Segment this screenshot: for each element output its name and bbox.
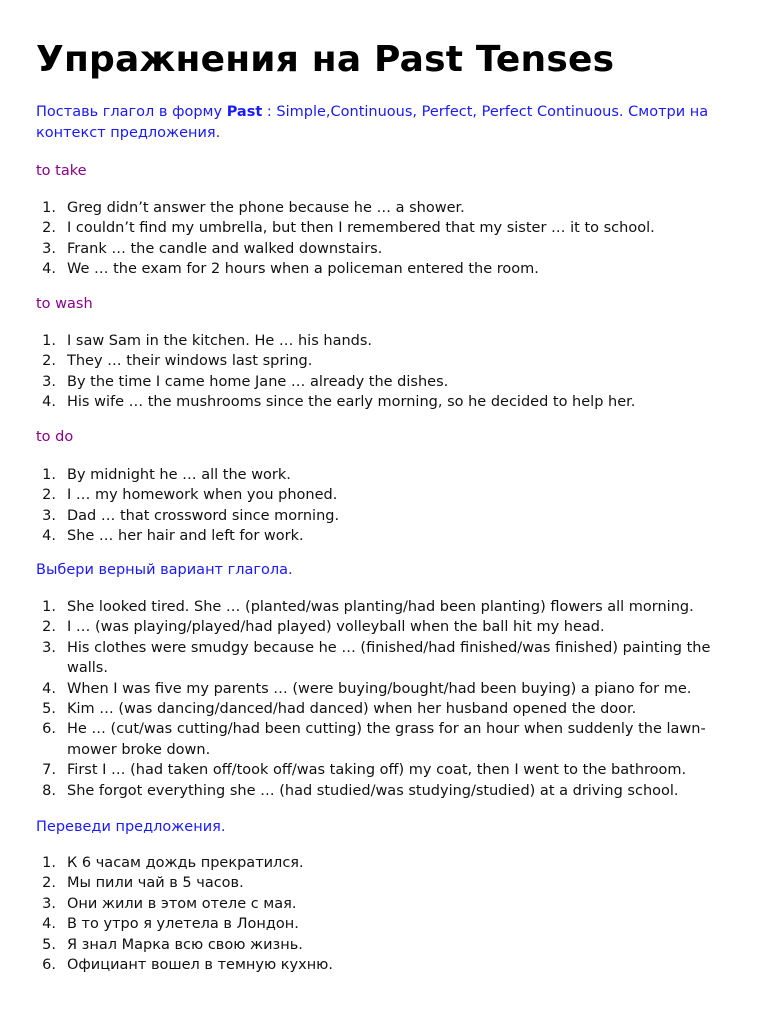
instruction-suffix: : Simple,Continuous, Perfect, Perfect Continuous. Смотри на контекст предложения.	[36, 104, 709, 141]
list-item: 4. В то утро я улетела в Лондон.	[42, 916, 299, 933]
list-item: 2. I couldn’t find my umbrella, but then I remembered that my sister … it to school.	[42, 220, 655, 237]
exercise-list-choose	[36, 597, 716, 801]
list-item: 5. Kim … (was dancing/danced/had danced) when her husband opened the door.	[42, 701, 637, 718]
list-item: 4. When I was five my parents … (were buying/bought/had been buying) a piano for me.	[42, 680, 692, 697]
document-page	[36, 36, 716, 974]
list-item: 1. К 6 часам дождь прекратился.	[42, 855, 304, 871]
list-item: 2. Мы пили чай в 5 часов.	[42, 875, 244, 892]
list-item: 7. First I … (had taken off/took off/was taking off) my coat, then I went to the bathroom.	[42, 762, 687, 779]
verb-heading-take: to take	[36, 163, 87, 179]
list-item: 6. He … (cut/was cutting/had been cutting) the grass for an hour when suddenly the lawn-mower broke down.	[42, 721, 706, 758]
list-item: 4. She … her hair and left for work.	[42, 528, 304, 545]
section2-instruction: Выбери верный вариант глагола.	[36, 562, 293, 578]
list-item: 1. By midnight he … all the work.	[42, 467, 291, 483]
instruction-prefix: Поставь глагол в форму	[36, 104, 227, 120]
exercise-list-do	[36, 465, 716, 547]
list-item: 4. His wife … the mushrooms since the early morning, so he decided to help her.	[42, 394, 636, 411]
section1-instruction	[36, 102, 716, 144]
verb-heading-do: to do	[36, 429, 74, 445]
list-item: 5. Я знал Марка всю свою жизнь.	[42, 936, 303, 953]
list-item: 3. Dad … that crossword since morning.	[42, 507, 340, 524]
list-item: 2. I … (was playing/played/had played) volleyball when the ball hit my head.	[42, 619, 605, 636]
exercise-list-take	[36, 198, 716, 280]
list-item: 3. Frank … the candle and walked downstairs.	[42, 240, 383, 257]
section3-instruction: Переведи предложения.	[36, 819, 226, 835]
list-item: 3. Они жили в этом отеле с мая.	[42, 895, 297, 912]
list-item: 3. By the time I came home Jane … already the dishes.	[42, 373, 449, 390]
list-item: 3. His clothes were smudgy because he … (finished/had finished/was finished) painting the walls.	[42, 639, 711, 677]
page-title: Упражнения на Past Tenses	[36, 39, 615, 80]
verb-heading-wash: to wash	[36, 296, 93, 312]
list-item: 2. I … my homework when you phoned.	[42, 487, 338, 504]
list-item: 2. They … their windows last spring.	[42, 353, 313, 370]
exercise-list-wash	[36, 331, 716, 413]
list-item: 1. Greg didn’t answer the phone because he … a shower.	[42, 200, 465, 216]
list-item: 1. I saw Sam in the kitchen. He … his hands.	[42, 333, 373, 349]
list-item: 6. Официант вошел в темную кухню.	[42, 957, 333, 974]
instruction-bold: Past	[226, 104, 263, 120]
exercise-list-translate	[36, 853, 716, 975]
list-item: 4. We … the exam for 2 hours when a policeman entered the room.	[42, 261, 539, 278]
list-item: 8. She forgot everything she … (had studied/was studying/studied) at a driving school.	[42, 782, 679, 799]
list-item: 1. She looked tired. She … (planted/was planting/had been planting) flowers all morning.	[42, 599, 694, 615]
